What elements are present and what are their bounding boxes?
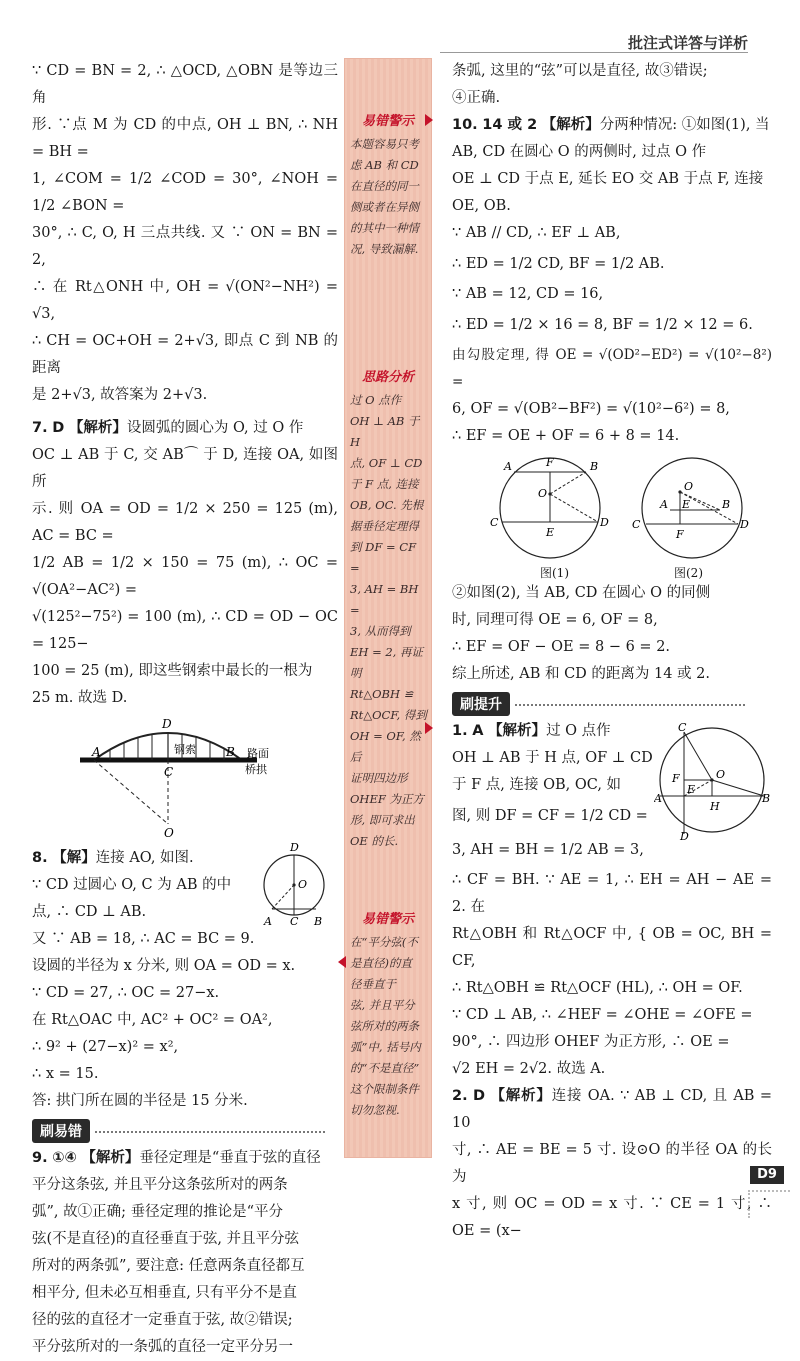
text-line: 连接 AO, 如图.	[95, 850, 194, 866]
label-F: F	[676, 528, 684, 541]
note-line: 的“不是直径”	[350, 1061, 420, 1075]
figure-1-caption: 图(1)	[540, 566, 569, 580]
q6-solution	[32, 58, 338, 409]
note-line: 于 F 点, 连接	[350, 477, 419, 491]
text-line: 分两种情况: ①如图(1), 当	[599, 117, 770, 133]
note-title: 思路分析	[361, 370, 414, 385]
answer-choice: ①④	[52, 1150, 77, 1166]
analysis-tag: 【解析】	[68, 420, 127, 436]
figure-1	[480, 450, 630, 578]
text-line: 1, ∠COM = 1/2 ∠COD = 30°, ∠NOH = 1/2 ∠BON =	[32, 171, 338, 214]
note-line: 侧或者在异侧	[350, 200, 419, 214]
q7-solution	[32, 415, 338, 841]
text-line: ∴ CH = OC+OH = 2+√3, 即点 C 到 NB 的距离	[32, 333, 338, 376]
label-road: 路面	[247, 747, 269, 760]
q1-solution	[452, 718, 772, 1083]
text-line: 径的弦的直径才一定垂直于弦, 故②错误;	[32, 1312, 293, 1328]
text-line	[452, 1083, 772, 1137]
label-O: O	[684, 480, 694, 493]
label-A: A	[660, 498, 668, 511]
note-line: 点, OF ⊥ CD	[350, 456, 423, 470]
text-line: AB, CD 在圆心 O 的两侧时, 过点 O 作	[452, 144, 707, 160]
section-title: 刷易错	[32, 1119, 90, 1143]
label-D: D	[290, 841, 299, 854]
text-line: ∴ 在 Rt△ONH 中, OH = √(ON²−NH²) = √3,	[32, 279, 338, 322]
text-line: ②如图(2), 当 AB, CD 在圆心 O 的同侧	[452, 585, 711, 601]
q10-figures	[452, 450, 772, 580]
note-line: 径垂直于	[350, 977, 396, 991]
q10-solution	[452, 112, 772, 688]
figure-2-caption: 图(2)	[674, 566, 703, 580]
text-line: 在 Rt△OAC 中, AC² + OC² = OA²,	[32, 1012, 273, 1028]
note-line: OH ⊥ AB 于 H	[350, 414, 420, 449]
text-line: ∵ CD 过圆心 O, C 为 AB 的中	[32, 877, 232, 893]
label-D: D	[600, 516, 609, 529]
note-line: 证明四边形	[350, 771, 408, 785]
text-line: ∵ CD ⊥ AB, ∴ ∠HEF = ∠OHE = ∠OFE =	[452, 1007, 753, 1023]
label-O: O	[164, 826, 174, 840]
label-O: O	[298, 878, 308, 891]
text-line: 25 m. 故选 D.	[32, 690, 128, 706]
label-D: D	[162, 717, 172, 731]
note-title: 易错警示	[361, 912, 414, 927]
question-number: 2.	[452, 1088, 468, 1104]
q8-circle-figure	[258, 841, 338, 933]
text-line: 垂径定理是“垂直于弦的直径	[139, 1150, 321, 1166]
section-easy-mistake	[32, 1119, 338, 1143]
label-D: D	[680, 830, 689, 840]
note-line: 3, AH = BH =	[350, 582, 419, 617]
text-line: 时, 同理可得 OE = 6, OF = 8,	[452, 612, 658, 628]
q8-solution	[32, 841, 338, 1115]
text-line: ∴ ED = 1/2 × 16 = 8, BF = 1/2 × 12 = 6.	[452, 317, 753, 333]
label-arch: 桥拱	[245, 763, 267, 776]
label-O: O	[716, 768, 726, 781]
note-line: EH = 2, 再证明	[350, 645, 423, 680]
note-line: 切勿忽视.	[350, 1103, 400, 1117]
label-A: A	[654, 792, 662, 805]
label-cable: 钢索	[174, 743, 196, 756]
text-line: 相平分, 但未必互相垂直, 只有平分不是直	[32, 1285, 297, 1301]
text-line: ∴ CF = BH. ∵ AE = 1, ∴ EH = AH − AE = 2. 在	[452, 872, 772, 915]
label-C: C	[490, 516, 499, 529]
text-line: 形. ∵点 M 为 CD 的中点, OH ⊥ BN, ∴ NH = BH =	[32, 117, 338, 160]
text-line: ∵ CD = 27, ∴ OC = 27−x.	[32, 985, 220, 1001]
text-line: OH ⊥ AB 于 H 点, OF ⊥ CD	[452, 750, 653, 766]
section-improve	[452, 692, 772, 716]
note-line: 在直径的同一	[350, 179, 419, 193]
text-line: √(125²−75²) = 100 (m), ∴ CD = OD − OC = 125−	[32, 609, 338, 652]
text-line: 3, AH = BH = 1/2 AB = 3,	[452, 842, 644, 858]
analysis-tag: 【解析】	[541, 117, 600, 133]
text-line: ∴ EF = OE + OF = 6 + 8 = 14.	[452, 428, 680, 444]
label-E: E	[546, 526, 555, 539]
text-line: 综上所述, AB 和 CD 的距离为 14 或 2.	[452, 666, 711, 682]
text-line: 点, ∴ CD ⊥ AB.	[32, 904, 147, 920]
label-C: C	[632, 518, 641, 531]
label-F: F	[672, 772, 680, 785]
label-E: E	[687, 783, 696, 796]
note-line: 据垂径定理得	[350, 519, 419, 533]
note-body	[350, 932, 428, 1121]
label-B: B	[590, 460, 599, 473]
text-line: OE ⊥ CD 于点 E, 延长 EO 交 AB 于点 F, 连接	[452, 171, 764, 187]
note-line: 的其中一种情	[350, 221, 419, 235]
text-line: ∴ x = 15.	[32, 1066, 99, 1082]
note-line: OB, OC. 先根	[350, 498, 424, 512]
question-number: 7.	[32, 420, 48, 436]
label-C: C	[164, 765, 174, 779]
text-line	[32, 415, 338, 442]
note-line: 弦所对的两条	[350, 1019, 419, 1033]
text-line: 所对的两条弧”, 要注意: 任意两条直径都互	[32, 1258, 305, 1274]
text-line: 弦(不是直径)的直径垂直于弦, 并且平分弦	[32, 1231, 300, 1247]
q2-solution	[452, 1083, 772, 1245]
text-line: 设圆的半径为 x 分米, 则 OA = OD = x.	[32, 958, 296, 974]
label-H: H	[710, 800, 720, 813]
text-line	[32, 1145, 338, 1172]
note-title: 易错警示	[361, 114, 414, 129]
text-line: ∴ 9² + (27−x)² = x²,	[32, 1039, 179, 1055]
question-number: 8.	[32, 850, 48, 866]
text-line: 1/2 AB = 1/2 × 150 = 75 (m), ∴ OC = √(OA²−AC²) =	[32, 555, 338, 598]
page-header-title: 批注式详答与详析	[627, 34, 748, 52]
label-B: B	[762, 792, 771, 805]
page-number: D9	[750, 1166, 784, 1184]
note-line: Rt△OBH ≌	[350, 687, 414, 701]
note-line: 到 DF = CF =	[350, 540, 417, 575]
q9-solution	[32, 1145, 338, 1361]
label-B: B	[226, 745, 235, 759]
text-line: OC ⊥ AB 于 C, 交 AB⌒ 于 D, 连接 OA, 如图所	[32, 447, 338, 490]
answer-choice: 14 或 2	[482, 117, 538, 133]
text-line: √2 EH = 2√2. 故选 A.	[452, 1061, 606, 1077]
text-line: OE, OB.	[452, 198, 511, 214]
text-line: 于 F 点, 连接 OB, OC, 如	[452, 777, 622, 793]
text-line: ∴ Rt△OBH ≌ Rt△OCF (HL), ∴ OH = OF.	[452, 980, 743, 996]
question-number: 1.	[452, 723, 468, 739]
note-body	[350, 390, 428, 852]
text-line: ∵ AB // CD, ∴ EF ⊥ AB,	[452, 225, 621, 241]
text-line	[452, 112, 772, 139]
text-line: 连接 OA. ∵ AB ⊥ CD, 且 AB = 10	[452, 1088, 773, 1131]
pointer-arrow-icon	[338, 956, 346, 968]
note-line: 是直径)的直	[350, 956, 412, 970]
note-line: Rt△OCF, 得到	[350, 708, 427, 722]
text-line: ∵ CD = BN = 2, ∴ △OCD, △OBN 是等边三角	[32, 63, 338, 106]
note-line: 过 O 点作	[350, 393, 402, 407]
left-column	[32, 58, 338, 1361]
note-line: 虑 AB 和 CD	[350, 158, 419, 172]
text-line: 90°, ∴ 四边形 OHEF 为正方形, ∴ OE =	[452, 1034, 730, 1050]
text-line: 条弧, 这里的“弦”可以是直径, 故③错误;	[452, 63, 708, 79]
note-line: 弦, 并且平分	[350, 998, 415, 1012]
text-line: 由勾股定理, 得 OE = √(OD²−ED²) = √(10²−8²) =	[452, 347, 772, 390]
note-line: 3, 从而得到	[350, 624, 411, 638]
corner-decoration	[748, 1190, 790, 1218]
answer-choice: A	[472, 723, 484, 739]
page-header	[0, 0, 800, 52]
note-line: 弧”中, 括号内	[350, 1040, 421, 1054]
text-line: 示. 则 OA = OD = 1/2 × 250 = 125 (m), AC = BC =	[32, 501, 338, 544]
analysis-tag: 【解析】	[490, 1088, 552, 1104]
question-number: 9.	[32, 1150, 48, 1166]
text-line: 寸, ∴ AE = BE = 5 寸. 设⊙O 的半径 OA 的长为	[452, 1142, 772, 1185]
text-line: 图, 则 DF = CF = 1/2 CD =	[452, 808, 648, 824]
label-C: C	[678, 722, 687, 734]
section-title: 刷提升	[452, 692, 510, 716]
note-line: OH = OF, 然后	[350, 729, 421, 764]
dotted-divider	[515, 704, 745, 706]
answer-choice: D	[473, 1088, 486, 1104]
label-A: A	[92, 745, 101, 759]
note-line: 况, 导致漏解.	[350, 242, 419, 256]
note-body	[350, 134, 428, 260]
right-column	[452, 58, 772, 1245]
note-line: OHEF 为正方	[350, 792, 424, 806]
text-line: 弧”, 故①正确; 垂径定理的推论是“平分	[32, 1204, 284, 1220]
annotation-strip	[344, 58, 432, 1158]
text-line: ④正确.	[452, 90, 501, 106]
pointer-arrow-icon	[425, 722, 433, 734]
note-line: 形, 即可求出	[350, 813, 415, 827]
text-line: 是 2+√3, 故答案为 2+√3.	[32, 387, 208, 403]
text-line: ∵ AB = 12, CD = 16,	[452, 286, 604, 302]
label-A: A	[264, 915, 272, 928]
label-F: F	[546, 456, 554, 469]
text-line: 过 O 点作	[546, 723, 611, 739]
text-line: 设圆弧的圆心为 O, 过 O 作	[126, 420, 304, 436]
text-line: 平分这条弦, 并且平分这条弦所对的两条	[32, 1177, 288, 1193]
q1-circle-figure	[654, 722, 772, 840]
note-line: 本题容易只考	[350, 137, 419, 151]
analysis-tag: 【解析】	[488, 723, 547, 739]
answer-choice: D	[52, 420, 65, 436]
text-line: 又 ∵ AB = 18, ∴ AC = BC = 9.	[32, 931, 255, 947]
dotted-divider	[95, 1131, 325, 1133]
analysis-tag: 【解析】	[81, 1150, 140, 1166]
text-line: 答: 拱门所在圆的半径是 15 分米.	[32, 1093, 248, 1109]
label-B: B	[314, 915, 323, 928]
text-line: 30°, ∴ C, O, H 三点共线. 又 ∵ ON = BN = 2,	[32, 225, 338, 268]
figure-2	[624, 450, 774, 578]
text-line: ∴ EF = OF − OE = 8 − 6 = 2.	[452, 639, 671, 655]
label-D: D	[740, 518, 749, 531]
analysis-tag: 【解】	[52, 850, 96, 866]
text-line: Rt△OBH 和 Rt△OCF 中, { OB = OC, BH = CF,	[452, 926, 772, 969]
bridge-arch-figure	[32, 716, 332, 841]
text-line: ∴ ED = 1/2 CD, BF = 1/2 AB.	[452, 256, 665, 272]
text-line: 6, OF = √(OB²−BF²) = √(10²−6²) = 8,	[452, 401, 730, 417]
text-line: x 寸, 则 OC = OD = x 寸. ∵ CE = 1 寸, ∴ OE = (x−	[452, 1196, 772, 1239]
label-A: A	[504, 460, 512, 473]
label-C: C	[290, 915, 299, 928]
header-rule	[440, 52, 748, 53]
label-E: E	[682, 498, 691, 511]
note-line: 这个限制条件	[350, 1082, 419, 1096]
label-O: O	[538, 487, 548, 500]
note-line: 在“平分弦(不	[350, 935, 418, 949]
pointer-arrow-icon	[425, 114, 433, 126]
text-line: 100 = 25 (m), 即这些钢索中最长的一根为	[32, 663, 313, 679]
label-B: B	[722, 498, 731, 511]
question-number: 10.	[452, 117, 478, 133]
note-line: OE 的长.	[350, 834, 399, 848]
text-line: 平分弦所对的一条弧的直径一定平分另一	[32, 1339, 293, 1355]
